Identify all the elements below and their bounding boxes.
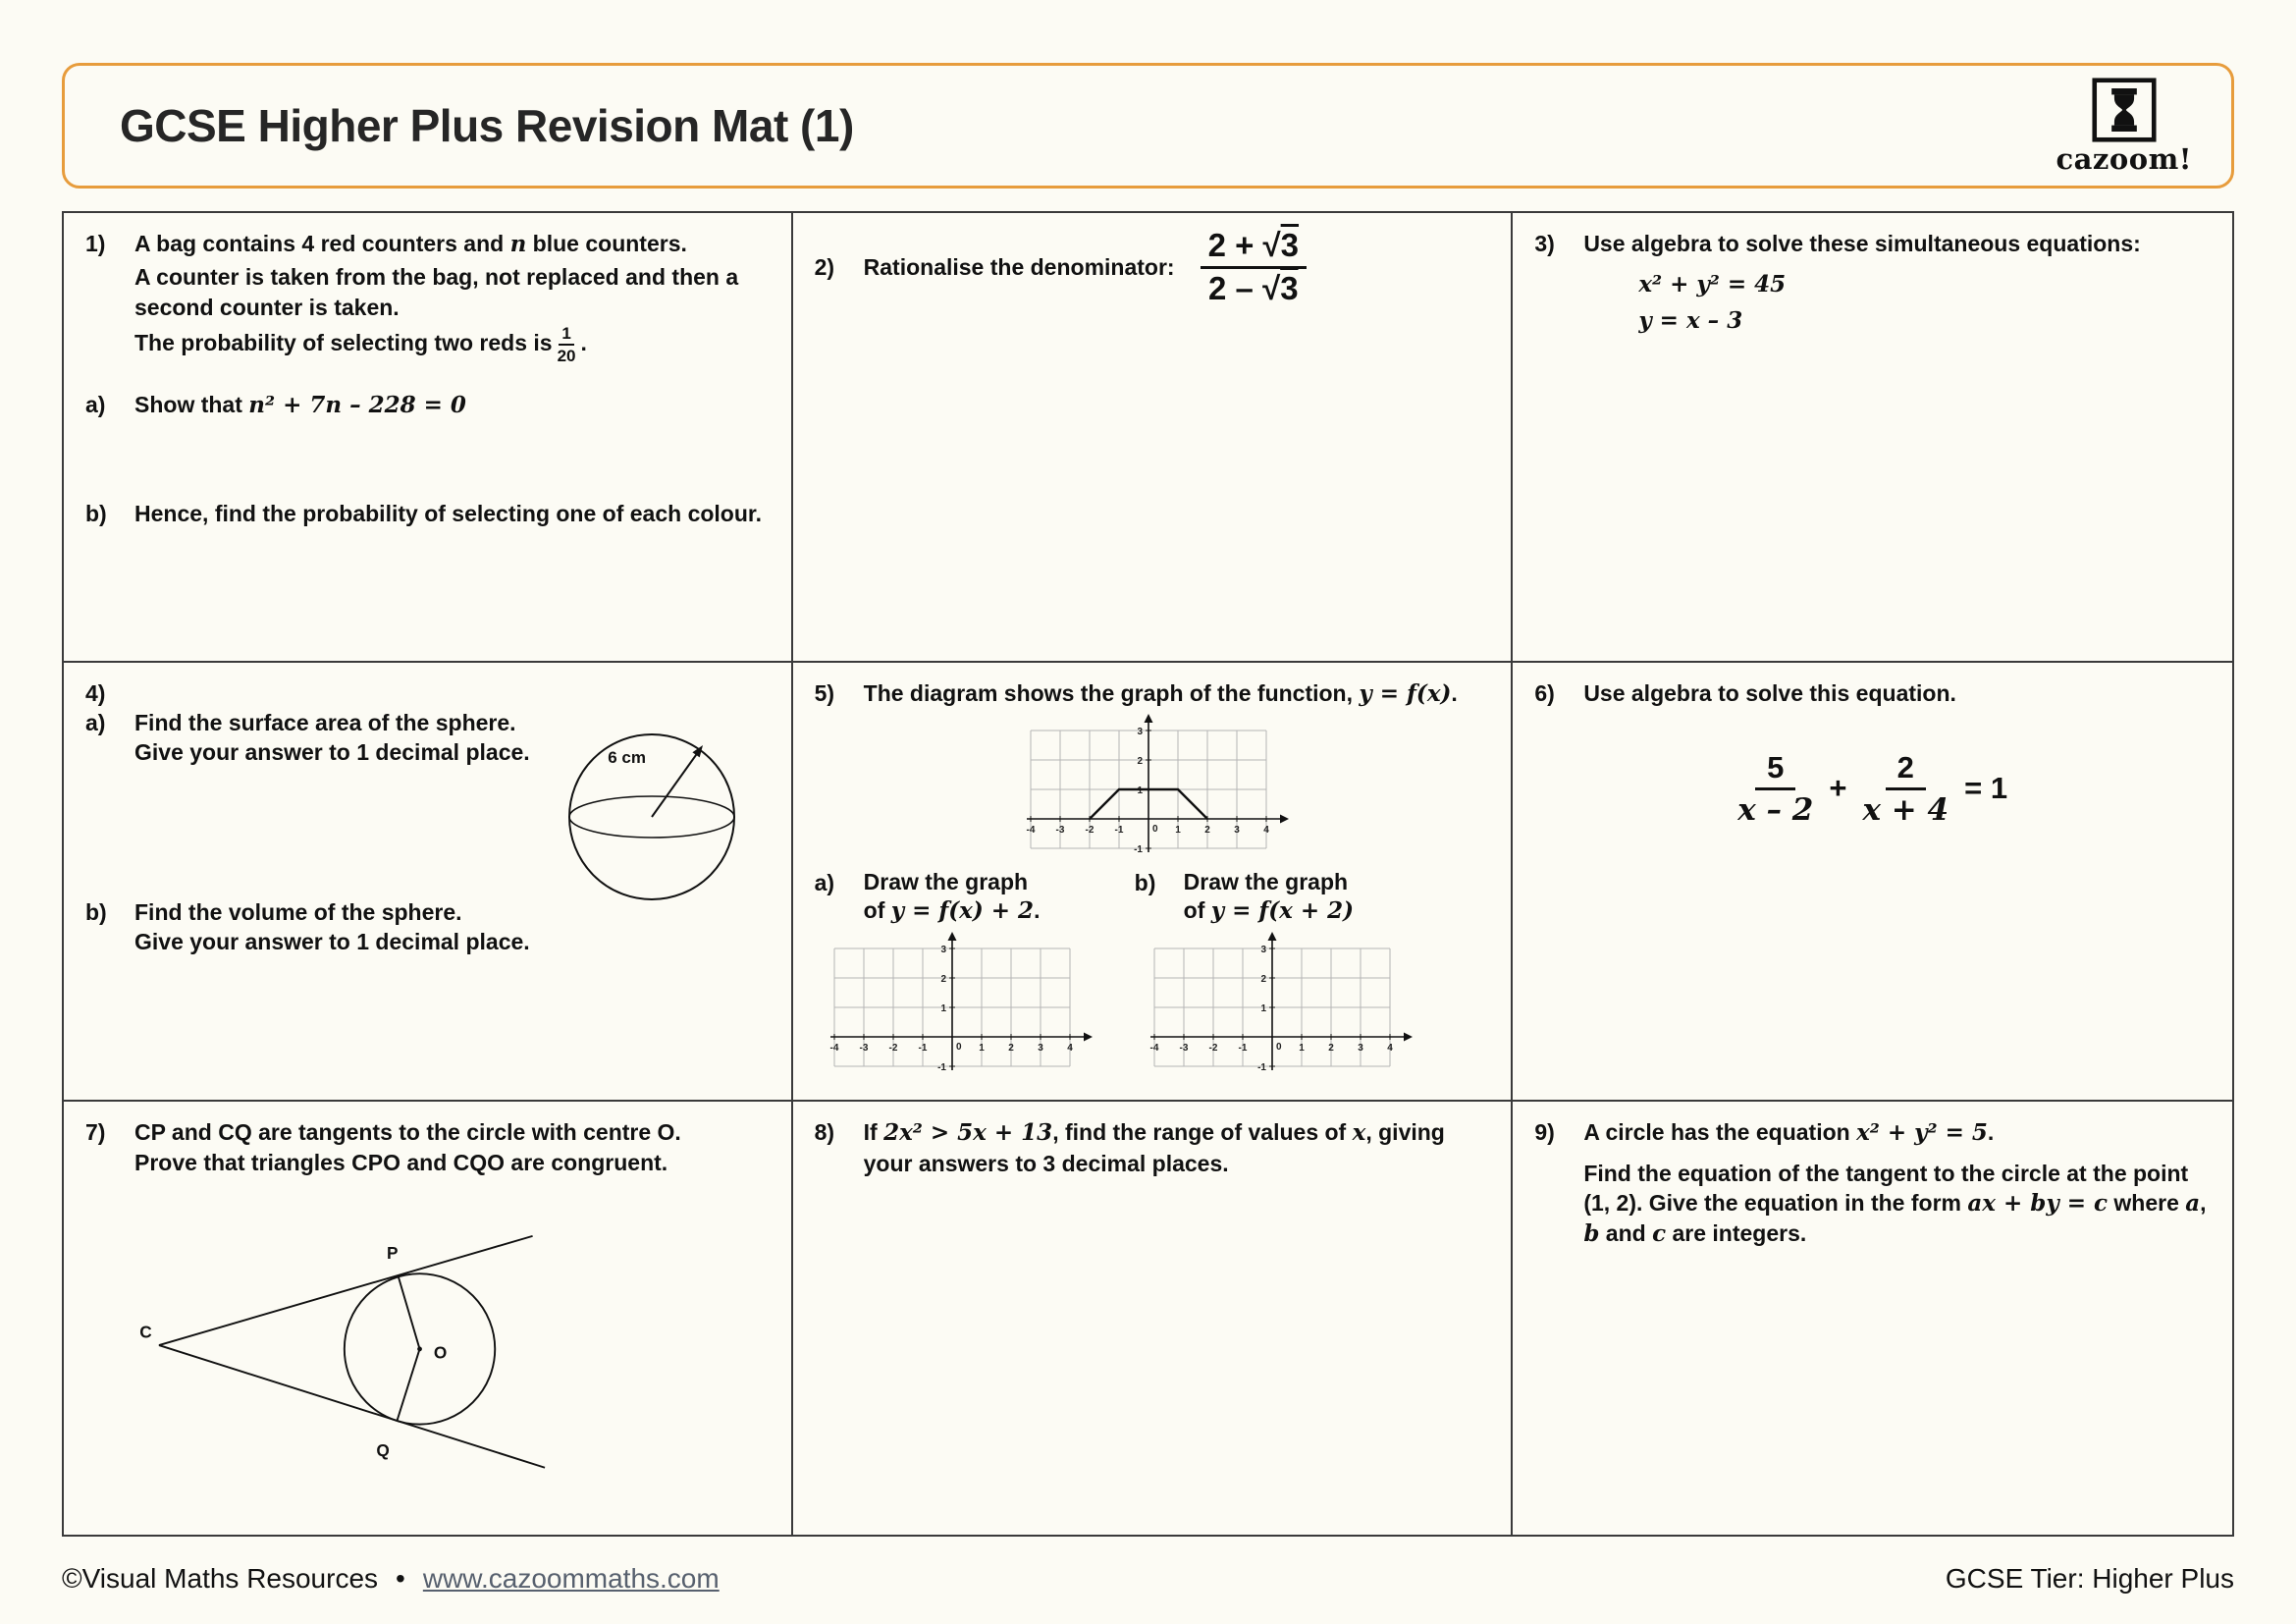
q1-intro-line3: The probability of selecting two reds is $\frac{1}{20}$ . bbox=[134, 324, 587, 366]
q8-number: 8) bbox=[814, 1119, 835, 1146]
sphere-radius-label: 6 cm bbox=[607, 747, 646, 767]
svg-text:-1: -1 bbox=[918, 1043, 928, 1055]
svg-text:2: 2 bbox=[1137, 755, 1144, 767]
header bbox=[62, 63, 2234, 189]
blank-grid-a bbox=[815, 929, 1095, 1084]
svg-text:1: 1 bbox=[978, 1043, 985, 1055]
q1-intro-line2: A counter is taken from the bag, not replaced and then a second counter is taken. bbox=[134, 264, 739, 320]
q8-inequality: 2x² > 5x + 13 bbox=[883, 1119, 1053, 1147]
q3-equations bbox=[1638, 270, 2141, 336]
svg-text:-1: -1 bbox=[1115, 824, 1124, 836]
q9-line2: Find the equation of the tangent to the circle at the point (1, 2). Give the equation in the form ax + by = c where a, b and c are integers. bbox=[1583, 1160, 2207, 1248]
q5-part-a-label: a) bbox=[814, 869, 835, 895]
svg-text:3: 3 bbox=[1037, 1043, 1043, 1055]
q9-number: 9) bbox=[1534, 1119, 1555, 1146]
q1-part-b-label: b) bbox=[85, 501, 107, 527]
svg-text:4: 4 bbox=[1263, 824, 1270, 836]
q3-equation-1: x² + y² = 45 bbox=[1638, 271, 1787, 298]
svg-text:-2: -2 bbox=[888, 1043, 898, 1055]
q1-intro bbox=[134, 229, 770, 364]
svg-text:-1: -1 bbox=[1134, 843, 1144, 855]
q5-part-b-label: b) bbox=[1134, 869, 1156, 895]
svg-text:0: 0 bbox=[1152, 823, 1159, 835]
q5-part-b-text: Draw the graph of y = f(x + 2) bbox=[1183, 868, 1355, 924]
svg-text:-3: -3 bbox=[859, 1043, 869, 1055]
svg-text:4: 4 bbox=[1386, 1043, 1393, 1055]
svg-text:3: 3 bbox=[940, 945, 946, 956]
q6-rhs: = 1 bbox=[1964, 771, 2008, 806]
q4-part-b-text: Find the volume of the sphere. Give your answer to 1 decimal place. bbox=[134, 898, 530, 955]
svg-text:0: 0 bbox=[1275, 1042, 1282, 1054]
q1-part-a bbox=[85, 390, 770, 420]
q9-line1: A circle has the equation x² + y² = 5. bbox=[1583, 1119, 1995, 1147]
svg-text:4: 4 bbox=[1066, 1043, 1073, 1055]
svg-text:1: 1 bbox=[1137, 785, 1144, 796]
q1-part-a-text: Show that n² + 7n – 228 = 0 bbox=[134, 392, 466, 419]
svg-text:-1: -1 bbox=[936, 1062, 946, 1074]
svg-text:-4: -4 bbox=[1149, 1043, 1159, 1055]
svg-text:1: 1 bbox=[1175, 824, 1182, 836]
svg-text:2: 2 bbox=[1327, 1043, 1334, 1055]
q6-fraction-1: $\frac{5}{x - 2}$ bbox=[1737, 749, 1814, 829]
label-O: O bbox=[433, 1342, 448, 1363]
cazoom-logo bbox=[2056, 78, 2192, 174]
cazoom-logo-icon bbox=[2092, 78, 2157, 142]
q4-number: 4) bbox=[85, 679, 106, 706]
copyright-text: ©Visual Maths Resources bbox=[62, 1563, 379, 1594]
label-P: P bbox=[386, 1242, 399, 1263]
tier-label: GCSE Tier: Higher Plus bbox=[1945, 1563, 2234, 1594]
q1-intro-line1: A bag contains 4 red counters and n blue counters. bbox=[134, 231, 687, 257]
svg-text:3: 3 bbox=[1137, 726, 1144, 737]
svg-text:1: 1 bbox=[940, 1003, 946, 1015]
q8-var-x: x bbox=[1352, 1119, 1366, 1147]
q3-equation-2: y = x – 3 bbox=[1638, 306, 1743, 334]
q5-number: 5) bbox=[814, 679, 835, 706]
q7-text: CP and CQ are tangents to the circle with centre O. Prove that triangles CPO and CQO are congruent. bbox=[134, 1119, 681, 1175]
svg-text:2: 2 bbox=[1204, 824, 1211, 836]
question-1 bbox=[64, 213, 793, 663]
q1-probability-fraction: $\frac{1}{20}$ bbox=[557, 324, 576, 366]
q2-text: Rationalise the denominator: bbox=[863, 253, 1175, 280]
svg-text:3: 3 bbox=[1357, 1043, 1363, 1055]
q4-part-a-text: Find the surface area of the sphere. Give your answer to 1 decimal place. bbox=[134, 709, 530, 766]
q3-number: 3) bbox=[1534, 231, 1555, 256]
q3-text: Use algebra to solve these simultaneous equations: bbox=[1583, 231, 2141, 256]
svg-text:1: 1 bbox=[1260, 1003, 1266, 1015]
q2-surd-fraction bbox=[1201, 229, 1307, 305]
svg-text:-2: -2 bbox=[1086, 824, 1095, 836]
q2-number: 2) bbox=[814, 253, 835, 280]
q6-number: 6) bbox=[1534, 679, 1555, 706]
question-4 bbox=[64, 663, 793, 1103]
q8-text: If 2x² > 5x + 13, find the range of values of x, giving your answers to 3 decimal places. bbox=[863, 1119, 1445, 1176]
q2-numerator: 2 + √3 bbox=[1201, 229, 1307, 269]
footer bbox=[62, 1563, 2234, 1595]
svg-text:-1: -1 bbox=[1238, 1043, 1248, 1055]
q5-part-a-text: Draw the graph of y = f(x) + 2. bbox=[863, 868, 1041, 924]
q1-part-a-equation: n² + 7n – 228 = 0 bbox=[248, 392, 466, 419]
question-6 bbox=[1513, 663, 2232, 1103]
svg-text:2: 2 bbox=[940, 974, 946, 986]
svg-text:-1: -1 bbox=[1256, 1062, 1266, 1074]
cazoom-website-link[interactable]: www.cazoommaths.com bbox=[422, 1563, 720, 1594]
q1-part-b bbox=[85, 499, 770, 528]
svg-text:-3: -3 bbox=[1179, 1043, 1189, 1055]
svg-text:2: 2 bbox=[1007, 1043, 1014, 1055]
q5-function-notation: y = f(x) bbox=[1359, 679, 1452, 707]
question-grid bbox=[62, 211, 2234, 1537]
question-7 bbox=[64, 1102, 793, 1535]
separator-bullet: • bbox=[396, 1563, 405, 1594]
question-9 bbox=[1513, 1102, 2232, 1535]
svg-text:3: 3 bbox=[1234, 824, 1241, 836]
q1-number: 1) bbox=[85, 231, 106, 256]
q9-tangent-form: ax + by = c bbox=[1967, 1190, 2108, 1218]
q1-part-b-text: Hence, find the probability of selecting one of each colour. bbox=[134, 501, 762, 527]
svg-text:3: 3 bbox=[1260, 945, 1266, 956]
function-graph bbox=[1011, 711, 1292, 866]
svg-text:-3: -3 bbox=[1056, 824, 1065, 836]
q1-part-a-label: a) bbox=[85, 392, 106, 418]
svg-text:-2: -2 bbox=[1208, 1043, 1218, 1055]
svg-text:-4: -4 bbox=[1027, 824, 1036, 836]
q2-denominator: 2 – √3 bbox=[1208, 269, 1299, 306]
label-Q: Q bbox=[376, 1440, 390, 1461]
q4-part-a-label: a) bbox=[85, 709, 106, 735]
svg-text:-4: -4 bbox=[829, 1043, 839, 1055]
q5-part-a bbox=[815, 868, 1095, 1085]
q6-fraction-2: $\frac{2}{x + 4}$ bbox=[1862, 749, 1949, 829]
q6-text: Use algebra to solve this equation. bbox=[1583, 679, 1956, 706]
tangent-circle-diagram bbox=[133, 1187, 594, 1507]
label-C: C bbox=[139, 1322, 152, 1342]
question-2 bbox=[793, 213, 1514, 663]
q6-equation bbox=[1534, 751, 2211, 827]
blank-grid-b bbox=[1135, 929, 1415, 1084]
q1-var-n: n bbox=[509, 231, 527, 257]
sphere-diagram bbox=[554, 704, 750, 905]
svg-text:0: 0 bbox=[955, 1042, 962, 1054]
q5-part-b bbox=[1135, 868, 1415, 1085]
q9-circle-equation: x² + y² = 5 bbox=[1856, 1119, 1988, 1147]
question-3 bbox=[1513, 213, 2232, 663]
page-title: GCSE Higher Plus Revision Mat (1) bbox=[120, 100, 854, 151]
q6-plus-sign: + bbox=[1829, 771, 1847, 806]
q7-number: 7) bbox=[85, 1119, 106, 1146]
svg-text:2: 2 bbox=[1260, 974, 1266, 986]
question-8 bbox=[793, 1102, 1514, 1535]
q5-text: The diagram shows the graph of the function, y = f(x). bbox=[863, 679, 1458, 707]
q4-part-b-label: b) bbox=[85, 898, 107, 925]
cazoom-logo-text: cazoom! bbox=[2056, 142, 2192, 176]
question-5 bbox=[793, 663, 1514, 1103]
svg-text:1: 1 bbox=[1298, 1043, 1305, 1055]
